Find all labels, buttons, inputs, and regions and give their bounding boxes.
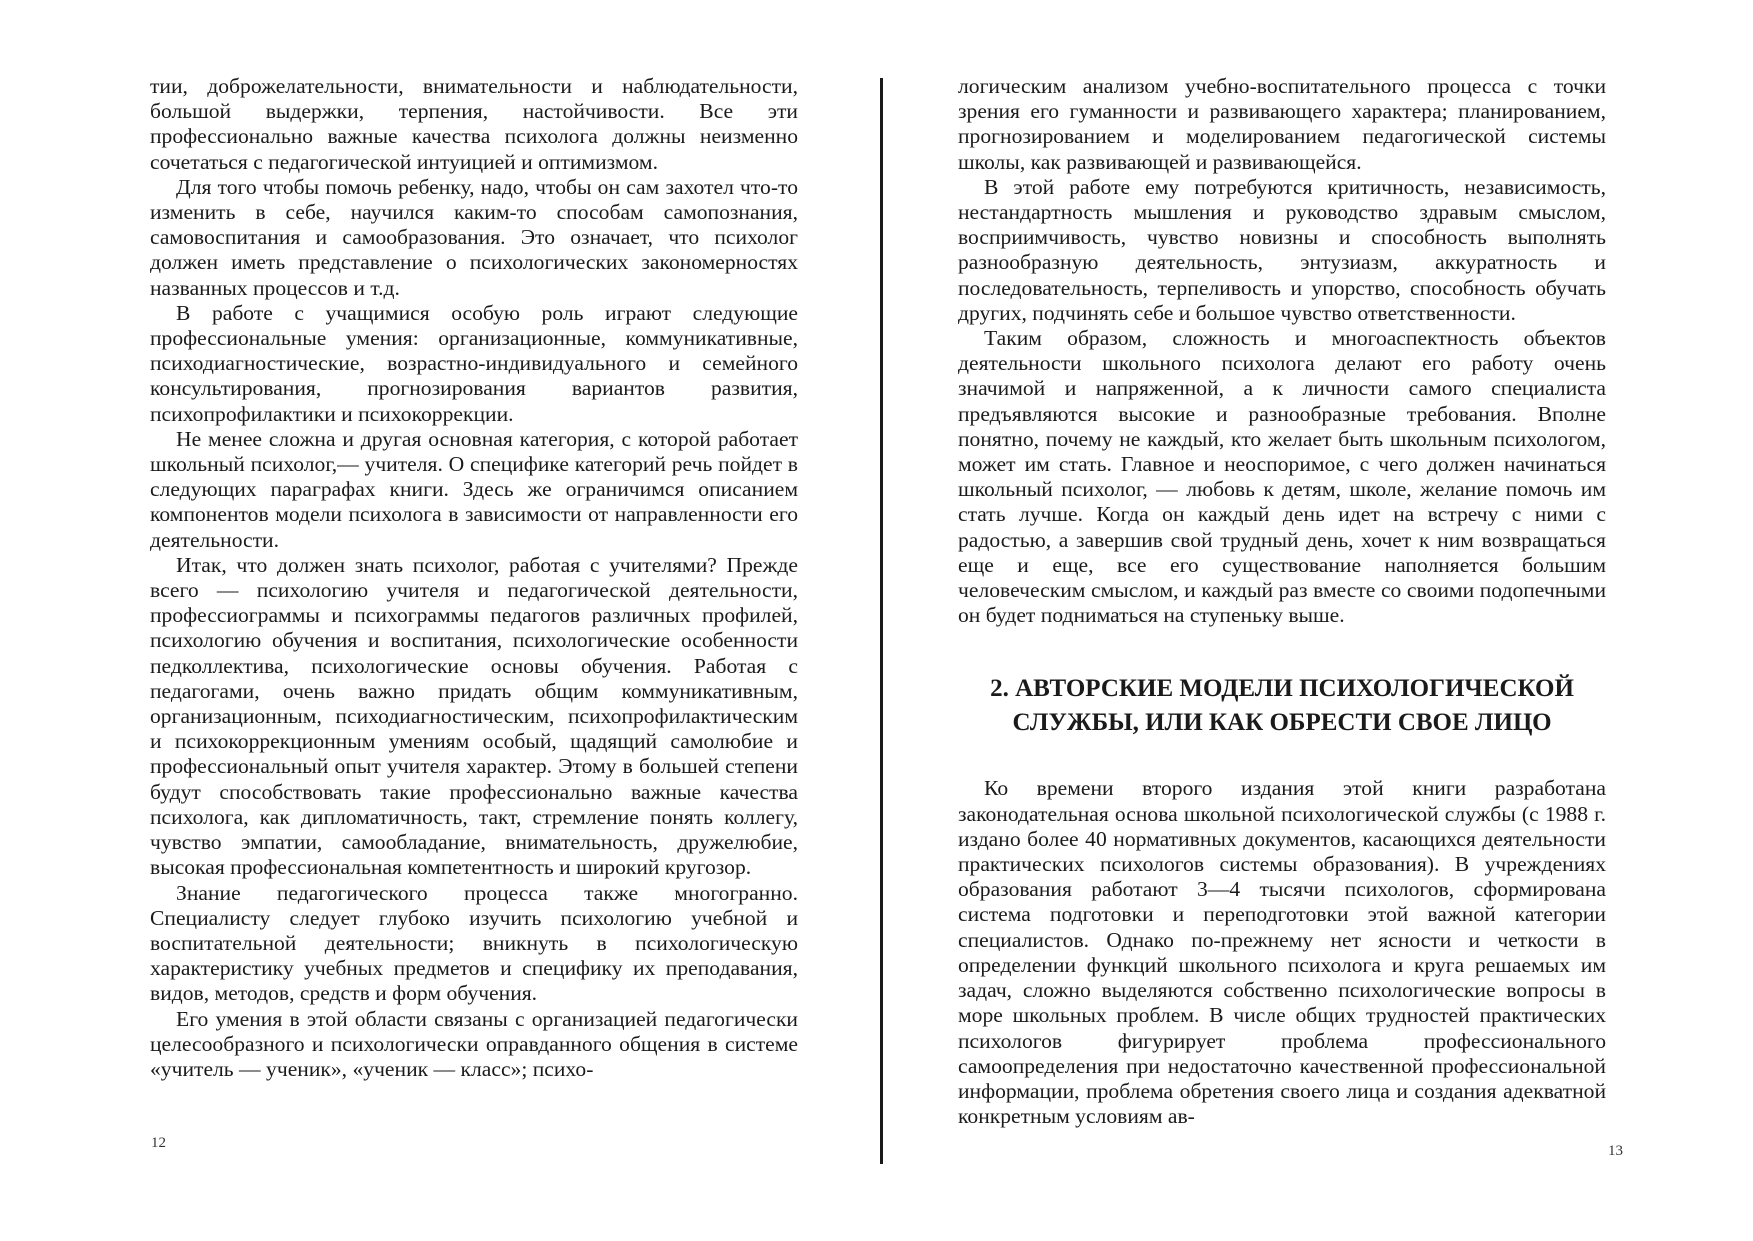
- page-divider: [880, 78, 883, 1164]
- left-page: [150, 74, 798, 1082]
- section-heading-line-1: 2. АВТОРСКИЕ МОДЕЛИ ПСИХОЛОГИЧЕСКОЙ: [990, 675, 1574, 703]
- right-paragraph-2: В этой работе ему потребуются критичность, независимость, нестандартность мышления и руководство здравым смыслом, восприимчивость, чувство новизны и способность выполнять разнообразную деятельность, энтузиазм, аккуратность и последовательность, терпеливость и упорство, способность обучать других, подчинять себе и большое чувство ответственности.: [958, 174, 1606, 325]
- left-paragraph-6: Знание педагогического процесса также многогранно. Специалисту следует глубоко изучить психологию учебной и воспитательной деятельности; вникнуть в психологическую характеристику учебных предметов и специфику их преподавания, видов, методов, средств и форм обучения.: [150, 880, 798, 1006]
- left-paragraph-5: Итак, что должен знать психолог, работая с учителями? Прежде всего — психологию учителя и педагогической деятельности, профессиограммы и психограммы педагогов различных профилей, психологию обучения и воспитания, психологические особенности педколлектива, психологические основы обучения. Работая с педагогами, очень важно придать общим коммуникативным, организационным, психодиагностическим, психопрофилактическим и психокоррекционным умениям особый, щадящий самолюбие и профессиональный опыт учителя характер. Этому в большей степени будут способствовать такие профессионально важные качества психолога, как дипломатичность, такт, стремление понять коллегу, чувство эмпатии, самообладание, внимательность, дружелюбие, высокая профессиональная компетентность и широкий кругозор.: [150, 552, 798, 880]
- right-paragraph-3: Таким образом, сложность и многоаспектность объектов деятельности школьного психолога делают его работу очень значимой и напряженной, а к личности самого специалиста предъявляются высокие и разнообразные требования. Вполне понятно, почему не каждый, кто желает быть школьным психологом, может им стать. Главное и неоспоримое, с чего должен начинаться школьный психолог, — любовь к детям, школе, желание помочь им стать лучше. Когда он каждый день идет на встречу с ними с радостью, а завершив свой трудный день, хочет к ним возвращаться еще и еще, все его существование наполняется большим человеческим смыслом, и каждый раз вместе со своими подопечными он будет подниматься на ступеньку выше.: [958, 326, 1606, 628]
- right-page: [958, 74, 1606, 1129]
- left-paragraph-7: Его умения в этой области связаны с организацией педагогически целесообразного и психологически оправданного общения в системе «учитель — ученик», «ученик — класс»; психо-: [150, 1006, 798, 1081]
- right-paragraph-4: Ко времени второго издания этой книги разработана законодательная основа школьной психологической службы (с 1988 г. издано более 40 нормативных документов, касающихся деятельности практических психологов системы образования). В учреждениях образования работают 3—4 тысячи психологов, сформирована система подготовки и переподготовки этой важной категории специалистов. Однако по-прежнему нет ясности и четкости в определении функций школьного психолога и круга решаемых им задач, сложно выделяются собственно психологические вопросы в море школьных проблем. В числе общих трудностей практических психологов фигурирует проблема профессионального самоопределения при недостаточно качественной профессиональной информации, проблема обретения своего лица и создания адекватной конкретным условиям ав-: [958, 776, 1606, 1129]
- left-page-number: 12: [151, 1135, 166, 1151]
- right-page-number: 13: [1608, 1143, 1623, 1159]
- left-paragraph-4: Не менее сложна и другая основная категория, с которой работает школьный психолог,— учителя. О специфике категорий речь пойдет в следующих параграфах книги. Здесь же ограничимся описанием компонентов модели психолога в зависимости от направленности его деятельности.: [150, 426, 798, 552]
- left-paragraph-2: Для того чтобы помочь ребенку, надо, чтобы он сам захотел что-то изменить в себе, научился каким-то способам самопознания, самовоспитания и самообразования. Это означает, что психолог должен иметь представление о психологических закономерностях названных процессов и т.д.: [150, 174, 798, 300]
- section-heading-line-2: СЛУЖБЫ, ИЛИ КАК ОБРЕСТИ СВОЕ ЛИЦО: [1012, 709, 1552, 737]
- section-heading: [958, 672, 1606, 740]
- left-paragraph-3: В работе с учащимися особую роль играют следующие профессиональные умения: организационные, коммуникативные, психодиагностические, возрастно-индивидуального и семейного консультирования, прогнозирования вариантов развития, психопрофилактики и психокоррекции.: [150, 300, 798, 426]
- right-paragraph-1: логическим анализом учебно-воспитательного процесса с точки зрения его гуманности и развивающего характера; планированием, прогнозированием и моделированием педагогической системы школы, как развивающей и развивающейся.: [958, 74, 1606, 174]
- left-paragraph-1: тии, доброжелательности, внимательности и наблюдательности, большой выдержки, терпения, настойчивости. Все эти профессионально важные качества психолога должны неизменно сочетаться с педагогической интуицией и оптимизмом.: [150, 74, 798, 174]
